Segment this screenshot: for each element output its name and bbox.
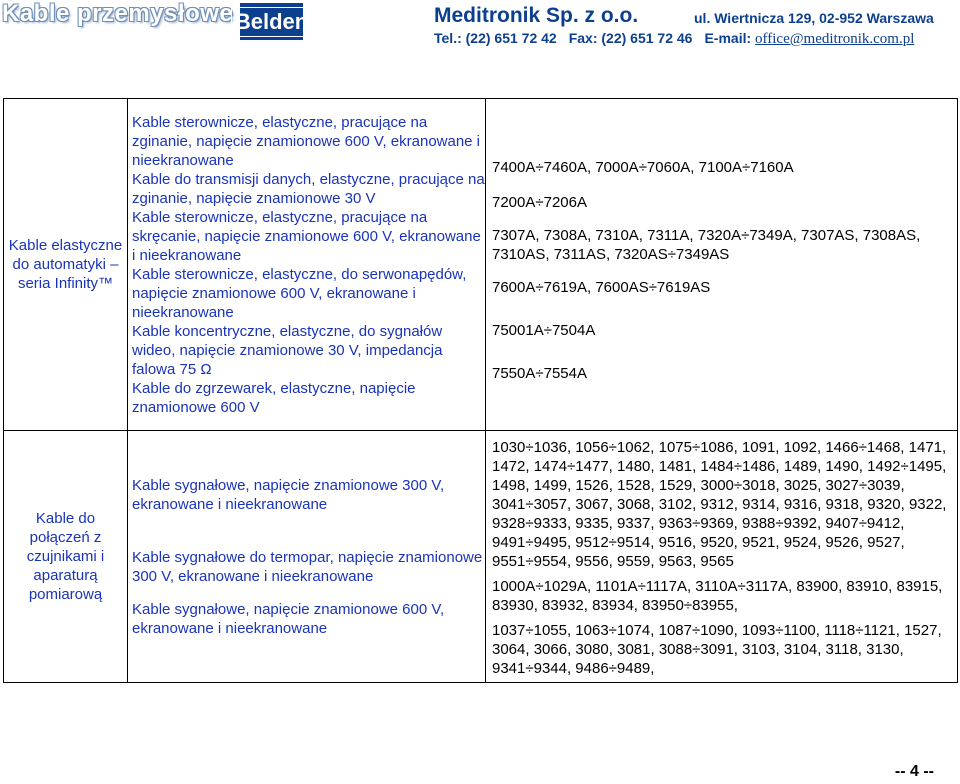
- catalog-title: Kable przemysłowe: [2, 0, 234, 27]
- email-link[interactable]: office@meditronik.com.pl: [755, 31, 915, 47]
- cable-description: Kable sterownicze, elastyczne, pracujące na zginanie, napięcie znamionowe 600 V, ekranowane i nieekranowane: [132, 113, 481, 169]
- cable-description: Kable koncentryczne, elastyczne, do sygnałów wideo, napięcie znamionowe 30 V, impedancja falowa 75 Ω: [132, 322, 443, 378]
- company-name: Meditronik Sp. z o.o.: [434, 4, 639, 27]
- cable-description: Kable sterownicze, elastyczne, pracujące na skręcanie, napięcie znamionowe 600 V, ekranowane i nieekranowane: [132, 208, 481, 264]
- table-row: [4, 431, 958, 683]
- cable-description-cell: [128, 99, 486, 431]
- table-row: [4, 99, 958, 431]
- logo-text: Belden: [231, 7, 312, 37]
- email-label: E-mail:: [704, 30, 752, 46]
- product-codes: 75001A÷7504A: [492, 322, 596, 339]
- product-codes: 7200A÷7206A: [492, 194, 587, 211]
- cable-description: Kable do zgrzewarek, elastyczne, napięcie znamionowe 600 V: [132, 379, 416, 416]
- page-number: -- 4 --: [894, 763, 934, 780]
- belden-logo: [234, 3, 309, 40]
- cable-description-cell: [128, 431, 486, 683]
- product-codes-cell: [486, 99, 958, 431]
- fax-text: Fax: (22) 651 72 46: [568, 30, 693, 46]
- contact-line: [434, 30, 914, 48]
- cable-description: Kable sygnałowe, napięcie znamionowe 600 V, ekranowane i nieekranowane: [132, 600, 445, 637]
- cable-description: Kable sygnałowe, napięcie znamionowe 300 V, ekranowane i nieekranowane: [132, 476, 445, 513]
- phone-text: Tel.: (22) 651 72 42: [434, 30, 557, 46]
- product-codes: 7550A÷7554A: [492, 365, 587, 382]
- product-codes: 7307A, 7308A, 7310A, 7311A, 7320A÷7349A, 7307AS, 7308AS, 7310AS, 7311AS, 7320AS÷7349AS: [492, 227, 921, 263]
- cable-description: Kable sterownicze, elastyczne, do serwonapędów, napięcie znamionowe 600 V, ekranowane i nieekranowane: [132, 265, 467, 321]
- product-codes: 7400A÷7460A, 7000A÷7060A, 7100A÷7160A: [492, 159, 794, 176]
- product-codes-cell: [486, 431, 958, 683]
- company-address: ul. Wiertnicza 129, 02-952 Warszawa: [694, 10, 934, 26]
- cable-description: Kable sygnałowe do termopar, napięcie znamionowe 300 V, ekranowane i nieekranowane: [132, 548, 483, 585]
- product-codes: 1037÷1055, 1063÷1074, 1087÷1090, 1093÷1100, 1118÷1121, 1527, 3064, 3066, 3080, 3081, 3088÷3091, 3103, 3104, 3118, 3130, 9341÷9344, 9486÷9489,: [492, 621, 942, 677]
- product-codes: 1000A÷1029A, 1101A÷1117A, 3110A÷3117A, 83900, 83910, 83915, 83930, 83932, 83934, 83950÷83955,: [492, 577, 943, 614]
- category-cell: Kable do połączeń z czujnikami i aparaturą pomiarową: [4, 431, 128, 683]
- category-cell: Kable elastyczne do automatyki – seria Infinity™: [4, 99, 128, 431]
- product-codes: 1030÷1036, 1056÷1062, 1075÷1086, 1091, 1092, 1466÷1468, 1471, 1472, 1474÷1477, 1480, 1481, 1484÷1486, 1489, 1490, 1492÷1495, 1498, 1499, 1526, 1528, 1529, 3000÷3018, 3025, 3027÷3039, 3041÷3057, 3067, 3068, 3102, 9312, 9314, 9316, 9318, 9320, 9322, 9328÷9333, 9335, 9337, 9363÷9369, 9388÷9392, 9407÷9412, 9491÷9495, 9512÷9514, 9516, 9520, 9521, 9524, 9526, 9527, 9551÷9554, 9556, 9559, 9563, 9565: [492, 438, 947, 570]
- cable-table: [3, 98, 958, 683]
- product-codes: 7600A÷7619A, 7600AS÷7619AS: [492, 279, 711, 296]
- cable-description: Kable do transmisji danych, elastyczne, pracujące na zginanie, napięcie znamionowe 30 V: [132, 170, 485, 207]
